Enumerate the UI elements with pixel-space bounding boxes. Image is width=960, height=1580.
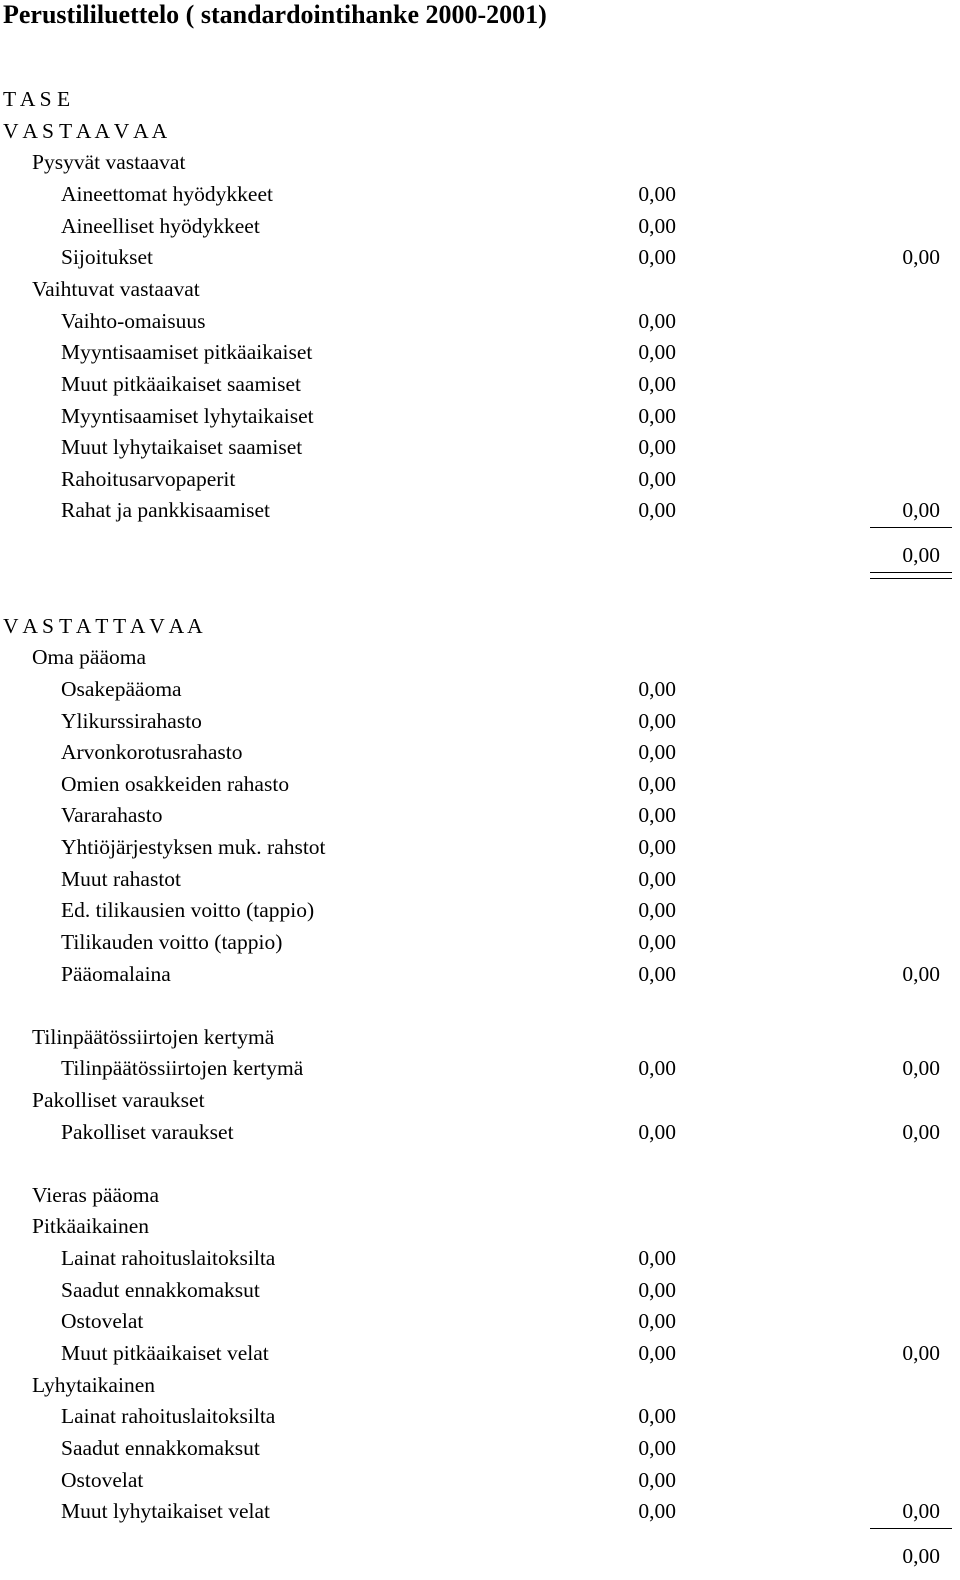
account-label: Pakolliset varaukset: [61, 1120, 234, 1144]
account-label: Vaihto-omaisuus: [61, 309, 206, 333]
account-label: Saadut ennakkomaksut: [61, 1278, 260, 1302]
account-row: [0, 1369, 960, 1401]
account-label: Omien osakkeiden rahasto: [61, 772, 290, 796]
account-label: Vararahasto: [61, 803, 163, 827]
amount-value: 0,00: [638, 740, 676, 764]
account-row: [0, 368, 960, 400]
account-row: [0, 273, 960, 305]
subtotal-value: 0,00: [902, 1056, 940, 1080]
account-row: [0, 539, 960, 571]
account-row: [0, 1464, 960, 1496]
amount-value: 0,00: [638, 404, 676, 428]
account-row: [0, 894, 960, 926]
account-row: [0, 641, 960, 673]
total-double-rule-top: [870, 572, 952, 573]
account-row: [0, 115, 960, 147]
account-row: [0, 958, 960, 990]
amount-value: 0,00: [638, 182, 676, 206]
amount-value: 0,00: [638, 803, 676, 827]
subtotal-value: 0,00: [902, 962, 940, 986]
amount-value: 0,00: [638, 962, 676, 986]
account-row: [0, 1400, 960, 1432]
subtotal-value: 0,00: [902, 543, 940, 567]
amount-value: 0,00: [638, 835, 676, 859]
account-label: Ed. tilikausien voitto (tappio): [61, 898, 315, 922]
amount-value: 0,00: [638, 214, 676, 238]
account-row: [0, 400, 960, 432]
account-row: [0, 926, 960, 958]
amount-value: 0,00: [638, 467, 676, 491]
account-row: [0, 768, 960, 800]
account-row: [0, 736, 960, 768]
amount-value: 0,00: [638, 1120, 676, 1144]
amount-value: 0,00: [638, 772, 676, 796]
account-row: [0, 146, 960, 178]
amount-value: 0,00: [638, 340, 676, 364]
group-heading: Tilinpäätössiirtojen kertymä: [32, 1025, 275, 1049]
group-heading: Pitkäaikainen: [32, 1214, 150, 1238]
amount-value: 0,00: [638, 1341, 676, 1365]
account-label: Tilikauden voitto (tappio): [61, 930, 283, 954]
account-label: Yhtiöjärjestyksen muk. rahstot: [61, 835, 326, 859]
group-heading: Lyhytaikainen: [32, 1373, 155, 1397]
account-row: [0, 494, 960, 526]
total-double-rule-bottom: [870, 578, 952, 579]
account-row: [0, 831, 960, 863]
account-label: Muut lyhytaikaiset velat: [61, 1499, 270, 1523]
subtotal-value: 0,00: [902, 245, 940, 269]
account-row: [0, 1305, 960, 1337]
amount-value: 0,00: [638, 709, 676, 733]
amount-value: 0,00: [638, 435, 676, 459]
account-row: [0, 241, 960, 273]
amount-value: 0,00: [638, 867, 676, 891]
amount-value: 0,00: [638, 1404, 676, 1428]
section-heading: V A S T A T T A V A A: [3, 614, 203, 638]
account-row: [0, 799, 960, 831]
amount-value: 0,00: [638, 372, 676, 396]
amount-value: 0,00: [638, 1246, 676, 1270]
account-row: [0, 1495, 960, 1527]
account-row: [0, 1116, 960, 1148]
account-row: [0, 336, 960, 368]
group-heading: Pysyvät vastaavat: [32, 150, 186, 174]
subtotal-rule: [870, 527, 952, 528]
amount-value: 0,00: [638, 898, 676, 922]
account-label: Rahat ja pankkisaamiset: [61, 498, 270, 522]
account-label: Aineelliset hyödykkeet: [61, 214, 260, 238]
account-label: Myyntisaamiset lyhytaikaiset: [61, 404, 314, 428]
amount-value: 0,00: [638, 930, 676, 954]
account-row: [0, 863, 960, 895]
amount-value: 0,00: [638, 245, 676, 269]
account-row: [0, 463, 960, 495]
account-row: [0, 431, 960, 463]
account-row: [0, 705, 960, 737]
document-title: Perustililuettelo ( standardointihanke 2000-2001): [3, 0, 547, 29]
account-label: Osakepääoma: [61, 677, 182, 701]
subtotal-rule: [870, 1528, 952, 1529]
account-row: [0, 1242, 960, 1274]
amount-value: 0,00: [638, 1056, 676, 1080]
subtotal-value: 0,00: [902, 1499, 940, 1523]
account-row: [0, 610, 960, 642]
subtotal-value: 0,00: [902, 1120, 940, 1144]
account-row: [0, 1179, 960, 1211]
account-label: Sijoitukset: [61, 245, 153, 269]
account-label: Aineettomat hyödykkeet: [61, 182, 273, 206]
amount-value: 0,00: [638, 1309, 676, 1333]
account-label: Pääomalaina: [61, 962, 171, 986]
amount-value: 0,00: [638, 1499, 676, 1523]
group-heading: Pakolliset varaukset: [32, 1088, 205, 1112]
account-row: [0, 1432, 960, 1464]
account-row: [0, 1021, 960, 1053]
account-row: [0, 305, 960, 337]
account-label: Muut pitkäaikaiset velat: [61, 1341, 269, 1365]
account-row: [0, 1337, 960, 1369]
account-label: Lainat rahoituslaitoksilta: [61, 1246, 276, 1270]
group-heading: Vaihtuvat vastaavat: [32, 277, 200, 301]
account-row: [0, 178, 960, 210]
account-row: [0, 1084, 960, 1116]
account-row: [0, 673, 960, 705]
account-label: Ostovelat: [61, 1468, 144, 1492]
account-row: [0, 83, 960, 115]
group-heading: Vieras pääoma: [32, 1183, 160, 1207]
account-label: Saadut ennakkomaksut: [61, 1436, 260, 1460]
group-heading: Oma pääoma: [32, 645, 147, 669]
account-row: [0, 1210, 960, 1242]
account-label: Ylikurssirahasto: [61, 709, 202, 733]
account-label: Ostovelat: [61, 1309, 144, 1333]
amount-value: 0,00: [638, 677, 676, 701]
account-row: [0, 210, 960, 242]
account-label: Myyntisaamiset pitkäaikaiset: [61, 340, 313, 364]
amount-value: 0,00: [638, 1436, 676, 1460]
amount-value: 0,00: [638, 1468, 676, 1492]
account-label: Lainat rahoituslaitoksilta: [61, 1404, 276, 1428]
amount-value: 0,00: [638, 1278, 676, 1302]
account-row: [0, 1540, 960, 1572]
account-row: [0, 1274, 960, 1306]
amount-value: 0,00: [638, 498, 676, 522]
subtotal-value: 0,00: [902, 1341, 940, 1365]
account-label: Tilinpäätössiirtojen kertymä: [61, 1056, 304, 1080]
subtotal-value: 0,00: [902, 1544, 940, 1568]
account-label: Arvonkorotusrahasto: [61, 740, 243, 764]
section-heading: T A S E: [3, 87, 71, 111]
amount-value: 0,00: [638, 309, 676, 333]
subtotal-value: 0,00: [902, 498, 940, 522]
account-label: Muut pitkäaikaiset saamiset: [61, 372, 302, 396]
account-label: Muut rahastot: [61, 867, 182, 891]
account-label: Rahoitusarvopaperit: [61, 467, 236, 491]
account-row: [0, 1052, 960, 1084]
section-heading: V A S T A A V A A: [3, 119, 168, 143]
account-label: Muut lyhytaikaiset saamiset: [61, 435, 303, 459]
